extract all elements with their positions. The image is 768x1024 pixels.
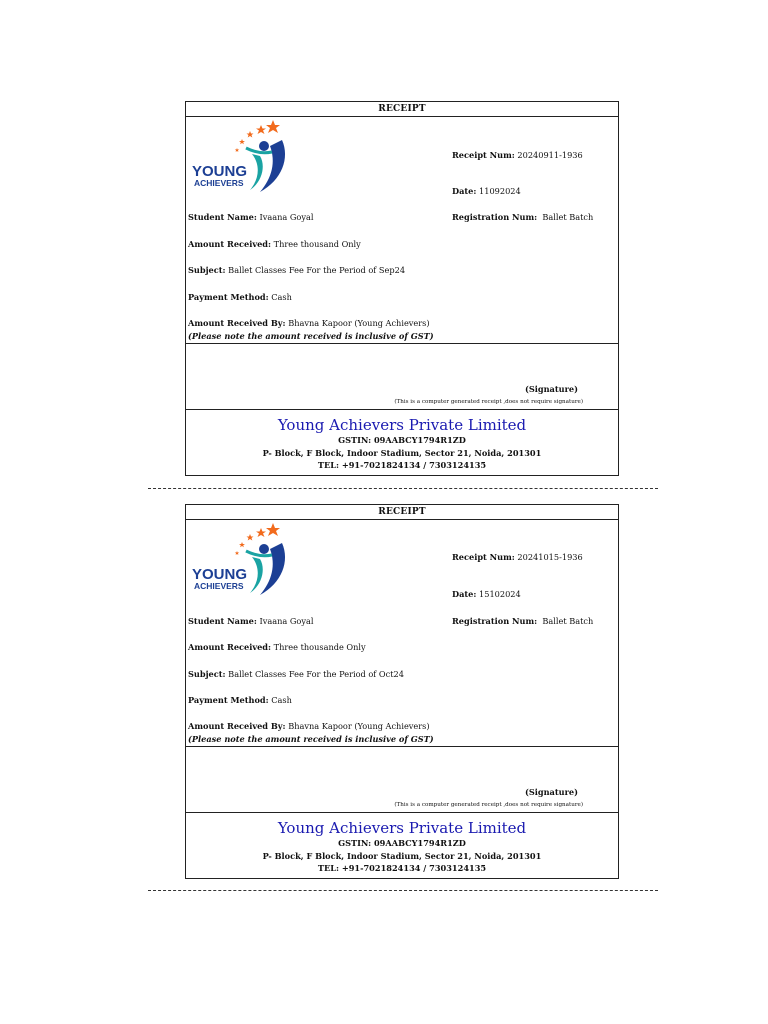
receipt-date: Date: 15102024 [452,589,521,599]
logo-text-achievers: ACHIEVERS [194,581,244,591]
signature-note: (This is a computer generated receipt ,does not require signature) [394,802,583,808]
receipt-1 [185,101,619,476]
logo-text-young: YOUNG [192,566,248,583]
amount-received: Amount Received: Three thousand Only [188,239,361,249]
company-gstin: GSTIN: 09AABCY1794R1ZD [338,838,466,848]
registration-number: Registration Num: Ballet Batch [452,616,594,626]
receipt-2 [185,504,619,879]
young-achievers-logo [190,521,290,603]
signature-label: (Signature) [524,787,578,797]
subject: Subject: Ballet Classes Fee For the Period of Sep24 [188,265,406,275]
company-address: P- Block, F Block, Indoor Stadium, Sector 21, Noida, 201301 [262,851,542,861]
logo-text-achievers: ACHIEVERS [194,178,244,188]
signature-label: (Signature) [524,384,578,394]
logo-text-young: YOUNG [192,163,248,180]
company-gstin: GSTIN: 09AABCY1794R1ZD [338,435,466,445]
divider [186,746,618,747]
receipt-date: Date: 11092024 [452,186,521,196]
company-address: P- Block, F Block, Indoor Stadium, Sector 21, Noida, 201301 [262,448,542,458]
receipt-number: Receipt Num: 20241015-1936 [452,552,583,562]
signature-note: (This is a computer generated receipt ,does not require signature) [394,399,583,405]
cut-line [148,890,658,891]
receipt-number: Receipt Num: 20240911-1936 [452,150,583,160]
young-achievers-logo [190,118,290,200]
student-name: Student Name: Ivaana Goyal [188,616,314,626]
receipt-title: RECEIPT [186,102,618,117]
receipt-title: RECEIPT [186,505,618,520]
gst-note: (Please note the amount received is inclusive of GST) [188,331,434,341]
payment-method: Payment Method: Cash [188,695,292,705]
company-name: Young Achievers Private Limited [277,819,527,837]
registration-number: Registration Num: Ballet Batch [452,212,594,222]
divider [186,812,618,813]
amount-received: Amount Received: Three thousande Only [188,642,366,652]
company-telephone: TEL: +91-7021824134 / 7303124135 [317,863,487,873]
company-name: Young Achievers Private Limited [277,416,527,434]
cut-line [148,488,658,489]
gst-note: (Please note the amount received is inclusive of GST) [188,734,434,744]
payment-method: Payment Method: Cash [188,292,292,302]
amount-received-by: Amount Received By: Bhavna Kapoor (Young Achievers) [188,721,430,731]
divider [186,409,618,410]
student-name: Student Name: Ivaana Goyal [188,212,314,222]
subject: Subject: Ballet Classes Fee For the Period of Oct24 [188,669,404,679]
amount-received-by: Amount Received By: Bhavna Kapoor (Young Achievers) [188,318,430,328]
divider [186,343,618,344]
company-telephone: TEL: +91-7021824134 / 7303124135 [317,460,487,470]
